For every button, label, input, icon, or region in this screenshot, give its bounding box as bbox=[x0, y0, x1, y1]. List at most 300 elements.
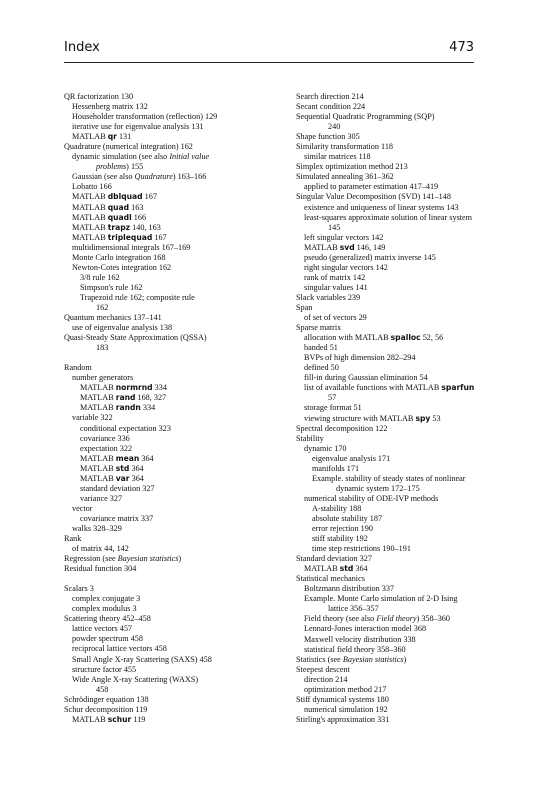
entry-text: MATLAB bbox=[80, 393, 116, 403]
index-entry bbox=[296, 273, 512, 283]
page-header bbox=[64, 40, 474, 66]
entry-text: Statistics (see bbox=[296, 654, 343, 664]
index-entry bbox=[64, 594, 272, 604]
index-entry bbox=[64, 564, 272, 574]
entry-text: dynamic system 172–175 bbox=[336, 483, 420, 493]
index-entry bbox=[64, 373, 272, 383]
entry-text: MATLAB bbox=[72, 202, 108, 212]
index-entry bbox=[296, 665, 512, 675]
index-entry bbox=[296, 223, 512, 233]
matlab-function-name: rand bbox=[115, 393, 136, 403]
index-entry bbox=[296, 293, 512, 303]
entry-text: Rank bbox=[64, 534, 82, 544]
index-entry bbox=[64, 444, 272, 454]
index-entry bbox=[296, 504, 512, 514]
matlab-function-name: spy bbox=[415, 413, 431, 423]
entry-text: complex modulus 3 bbox=[72, 604, 137, 614]
index-entry bbox=[64, 705, 272, 715]
entry-text: variance 327 bbox=[80, 493, 123, 503]
index-entry bbox=[64, 142, 272, 152]
index-entry bbox=[64, 434, 272, 444]
index-entry bbox=[64, 665, 272, 675]
index-entry bbox=[64, 203, 272, 213]
matlab-function-name: mean bbox=[115, 453, 140, 463]
entry-page-refs: 166 bbox=[131, 212, 147, 222]
index-entry bbox=[64, 504, 272, 514]
index-entry bbox=[296, 544, 512, 554]
entry-text: statistical field theory 358–360 bbox=[304, 644, 406, 654]
entry-text: Quasi-Steady State Approximation (QSSA) bbox=[64, 333, 207, 343]
index-entry bbox=[64, 544, 272, 554]
entry-text: Gaussian (see also bbox=[72, 172, 135, 182]
matlab-function-name: quadl bbox=[107, 212, 132, 222]
entry-page-refs: 53 bbox=[430, 413, 441, 423]
entry-text: covariance 336 bbox=[80, 433, 130, 443]
entry-page-refs: ) 358–360 bbox=[416, 614, 450, 624]
entry-text: MATLAB bbox=[72, 132, 108, 142]
entry-text: MATLAB bbox=[80, 383, 116, 393]
entry-text: Stiff dynamical systems 180 bbox=[296, 694, 389, 704]
index-entry bbox=[64, 213, 272, 223]
entry-text: structure factor 455 bbox=[72, 664, 137, 674]
index-entry bbox=[296, 414, 512, 424]
entry-page-refs: 364 bbox=[139, 453, 154, 463]
index-entry bbox=[64, 685, 272, 695]
index-entry bbox=[64, 112, 272, 122]
entry-page-refs: ) 155 bbox=[126, 162, 144, 172]
entry-text: Statistical mechanics bbox=[296, 574, 365, 584]
entry-text: existence and uniqueness of linear systems 143 bbox=[304, 202, 459, 212]
entry-text: rank of matrix 142 bbox=[304, 272, 366, 282]
index-entry bbox=[296, 353, 512, 363]
entry-text: applied to parameter estimation 417–419 bbox=[304, 182, 439, 192]
index-entry bbox=[296, 574, 512, 584]
index-entry bbox=[296, 604, 512, 614]
entry-text: dynamic simulation (see also bbox=[72, 152, 170, 162]
matlab-function-name: schur bbox=[107, 714, 132, 724]
entry-text: list of available functions with MATLAB bbox=[304, 383, 442, 393]
index-entry bbox=[296, 584, 512, 594]
index-entry bbox=[296, 343, 512, 353]
entry-page-refs: 52, 56 bbox=[420, 333, 444, 343]
matlab-function-name: std bbox=[339, 564, 354, 574]
index-entry bbox=[296, 403, 512, 413]
index-entry bbox=[64, 283, 272, 293]
index-entry bbox=[296, 695, 512, 705]
entry-page-refs: 168, 327 bbox=[135, 393, 167, 403]
entry-text: Sequential Quadratic Programming (SQP) bbox=[296, 112, 435, 122]
index-entry bbox=[64, 363, 272, 373]
entry-italic-reference: Bayesian statistics bbox=[117, 554, 179, 564]
entry-page-refs: 146, 149 bbox=[354, 242, 386, 252]
entry-text: manifolds 171 bbox=[312, 463, 360, 473]
index-entry bbox=[64, 424, 272, 434]
entry-text: Stability bbox=[296, 433, 324, 443]
entry-text: 183 bbox=[96, 343, 109, 353]
entry-text: MATLAB bbox=[72, 192, 108, 202]
index-entry bbox=[296, 333, 512, 343]
index-entry bbox=[64, 584, 272, 594]
entry-text: 3/8 rule 162 bbox=[80, 272, 120, 282]
entry-text: Regression (see bbox=[64, 554, 118, 564]
entry-text: banded 51 bbox=[304, 343, 338, 353]
index-entry bbox=[296, 715, 512, 725]
index-entry bbox=[296, 635, 512, 645]
entry-text: pseudo (generalized) matrix inverse 145 bbox=[304, 252, 436, 262]
entry-text: MATLAB bbox=[80, 463, 116, 473]
page-number: 473 bbox=[449, 40, 474, 55]
index-entry bbox=[296, 474, 512, 484]
entry-text: Field theory (see also bbox=[304, 614, 377, 624]
index-entry bbox=[296, 313, 512, 323]
entry-page-refs: 364 bbox=[353, 564, 368, 574]
entry-page-refs: 131 bbox=[116, 132, 132, 142]
index-entry bbox=[64, 484, 272, 494]
index-entry bbox=[296, 102, 512, 112]
entry-text: MATLAB bbox=[72, 212, 108, 222]
entry-italic-reference: problems bbox=[96, 162, 127, 172]
index-entry bbox=[64, 675, 272, 685]
index-entry bbox=[296, 494, 512, 504]
index-entry bbox=[296, 514, 512, 524]
entry-text: stiff stability 192 bbox=[312, 534, 368, 544]
index-entry bbox=[296, 675, 512, 685]
entry-page-refs: ) bbox=[178, 554, 182, 564]
index-entry bbox=[64, 223, 272, 233]
entry-text: dynamic 170 bbox=[304, 443, 347, 453]
entry-text: 57 bbox=[328, 393, 337, 403]
index-entry bbox=[296, 192, 512, 202]
entry-text: Newton-Cotes integration 162 bbox=[72, 262, 172, 272]
entry-page-refs: 364 bbox=[129, 463, 144, 473]
entry-text: of set of vectors 29 bbox=[304, 313, 367, 323]
index-entry bbox=[296, 594, 512, 604]
entry-text: MATLAB bbox=[72, 222, 108, 232]
entry-text: Standard deviation 327 bbox=[296, 554, 372, 564]
entry-text: QR factorization 130 bbox=[64, 92, 134, 101]
entry-text: Random bbox=[64, 363, 92, 373]
entry-text: MATLAB bbox=[80, 453, 116, 463]
entry-text: Monte Carlo integration 168 bbox=[72, 252, 166, 262]
entry-text: Wide Angle X-ray Scattering (WAXS) bbox=[72, 674, 199, 684]
entry-text: standard deviation 327 bbox=[80, 483, 155, 493]
matlab-function-name: dblquad bbox=[107, 192, 143, 202]
entry-text: covariance matrix 337 bbox=[80, 513, 154, 523]
entry-text: Example. Monte Carlo simulation of 2-D Ising bbox=[304, 594, 458, 604]
entry-page-refs: 167 bbox=[142, 192, 157, 202]
index-entry bbox=[296, 705, 512, 715]
entry-text: Maxwell velocity distribution 338 bbox=[304, 634, 416, 644]
entry-text: multidimensional integrals 167–169 bbox=[72, 242, 191, 252]
entry-text: left singular vectors 142 bbox=[304, 232, 384, 242]
entry-text: Slack variables 239 bbox=[296, 292, 361, 302]
entry-text: Scalars 3 bbox=[64, 584, 94, 594]
entry-text: walks 328–329 bbox=[72, 523, 122, 533]
entry-text: Householder transformation (reflection) 129 bbox=[72, 112, 218, 122]
entry-text: Small Angle X-ray Scattering (SAXS) 458 bbox=[72, 654, 212, 664]
entry-text: defined 50 bbox=[304, 363, 339, 373]
index-entry bbox=[296, 152, 512, 162]
entry-text: lattice 356–357 bbox=[328, 604, 379, 614]
entry-text: Quadrature (numerical integration) 162 bbox=[64, 142, 193, 152]
index-entry bbox=[64, 393, 272, 403]
index-entry bbox=[64, 644, 272, 654]
entry-text: Schur decomposition 119 bbox=[64, 704, 148, 714]
entry-page-refs: 163 bbox=[129, 202, 144, 212]
entry-italic-reference: Initial value bbox=[169, 152, 210, 162]
matlab-function-name: var bbox=[115, 473, 130, 483]
matlab-function-name: trapz bbox=[107, 222, 131, 232]
entry-text: complex conjugate 3 bbox=[72, 594, 141, 604]
entry-text: Example. stability of steady states of nonlinear bbox=[312, 473, 466, 483]
entry-italic-reference: Field theory bbox=[376, 614, 417, 624]
index-entry bbox=[64, 474, 272, 484]
page-title: Index bbox=[64, 40, 100, 55]
entry-text: least-squares approximate solution of linear system bbox=[304, 212, 473, 222]
entry-page-refs: ) bbox=[403, 654, 407, 664]
matlab-function-name: spalloc bbox=[390, 333, 421, 343]
index-entry bbox=[296, 614, 512, 624]
entry-text: Spectral decomposition 122 bbox=[296, 423, 388, 433]
index-entry bbox=[64, 695, 272, 705]
index-entry bbox=[64, 614, 272, 624]
entry-page-refs: 167 bbox=[152, 232, 167, 242]
index-entry bbox=[64, 253, 272, 263]
entry-text: use of eigenvalue analysis 138 bbox=[72, 323, 173, 333]
entry-text: Stirling's approximation 331 bbox=[296, 714, 390, 724]
index-entry bbox=[64, 323, 272, 333]
index-entry bbox=[296, 444, 512, 454]
entry-text: 458 bbox=[96, 684, 109, 694]
index-entry bbox=[64, 343, 272, 353]
entry-text: fill-in during Gaussian elimination 54 bbox=[304, 373, 428, 383]
index-entry bbox=[64, 273, 272, 283]
index-entry bbox=[296, 373, 512, 383]
entry-text: Hessenberg matrix 132 bbox=[72, 102, 148, 112]
entry-text: Sparse matrix bbox=[296, 323, 342, 333]
matlab-function-name: sparfun bbox=[441, 383, 475, 393]
index-entry bbox=[296, 554, 512, 564]
index-entry bbox=[64, 534, 272, 544]
entry-text: Span bbox=[296, 302, 313, 312]
index-entry bbox=[296, 213, 512, 223]
index-entry bbox=[64, 383, 272, 393]
entry-text: Search direction 214 bbox=[296, 92, 364, 101]
index-entry bbox=[64, 162, 272, 172]
index-entry bbox=[64, 624, 272, 634]
index-entry bbox=[296, 323, 512, 333]
index-entry bbox=[296, 303, 512, 313]
entry-text: viewing structure with MATLAB bbox=[304, 413, 416, 423]
index-entry bbox=[64, 182, 272, 192]
entry-page-refs: 364 bbox=[129, 473, 144, 483]
index-entry bbox=[64, 464, 272, 474]
entry-text: MATLAB bbox=[72, 232, 108, 242]
header-rule bbox=[64, 62, 474, 63]
entry-text: eigenvalue analysis 171 bbox=[312, 453, 391, 463]
entry-text: powder spectrum 458 bbox=[72, 634, 143, 644]
index-entry bbox=[296, 393, 512, 403]
entry-text: direction 214 bbox=[304, 674, 348, 684]
index-entry bbox=[296, 685, 512, 695]
index-entry bbox=[296, 454, 512, 464]
index-entry bbox=[64, 263, 272, 273]
entry-text: MATLAB bbox=[80, 403, 116, 413]
matlab-function-name: normrnd bbox=[115, 383, 153, 393]
entry-text: MATLAB bbox=[304, 564, 340, 574]
index-entry bbox=[296, 484, 512, 494]
index-entry bbox=[296, 233, 512, 243]
entry-text: absolute stability 187 bbox=[312, 513, 383, 523]
index-entry bbox=[296, 203, 512, 213]
index-entry bbox=[296, 112, 512, 122]
index-entry bbox=[64, 413, 272, 423]
index-entry bbox=[64, 122, 272, 132]
index-entry bbox=[296, 624, 512, 634]
index-entry bbox=[64, 233, 272, 243]
index-entry bbox=[64, 454, 272, 464]
index-column-left bbox=[64, 92, 272, 725]
entry-text: singular values 141 bbox=[304, 282, 368, 292]
entry-text: Scattering theory 452–458 bbox=[64, 614, 151, 624]
index-entry bbox=[64, 152, 272, 162]
entry-text: reciprocal lattice vectors 458 bbox=[72, 644, 167, 654]
index-entry bbox=[64, 102, 272, 112]
entry-text: Simpson's rule 162 bbox=[80, 282, 143, 292]
entry-text: BVPs of high dimension 282–294 bbox=[304, 353, 416, 363]
entry-italic-reference: Quadrature bbox=[134, 172, 173, 182]
matlab-function-name: randn bbox=[115, 403, 141, 413]
entry-text: lattice vectors 457 bbox=[72, 624, 133, 634]
index-entry bbox=[64, 524, 272, 534]
entry-text: expectation 322 bbox=[80, 443, 133, 453]
entry-text: 240 bbox=[328, 122, 341, 132]
index-entry bbox=[296, 534, 512, 544]
entry-text: Simulated annealing 361–362 bbox=[296, 172, 394, 182]
index-entry bbox=[64, 92, 272, 102]
index-entry bbox=[296, 182, 512, 192]
entry-text: Similarity transformation 118 bbox=[296, 142, 394, 152]
index-entry bbox=[64, 172, 272, 182]
entry-text: Steepest descent bbox=[296, 664, 350, 674]
entry-text: allocation with MATLAB bbox=[304, 333, 391, 343]
index-entry bbox=[64, 634, 272, 644]
entry-text: similar matrices 118 bbox=[304, 152, 371, 162]
entry-text: Lobatto 166 bbox=[72, 182, 112, 192]
entry-text: variable 322 bbox=[72, 413, 113, 423]
entry-text: Lennard-Jones interaction model 368 bbox=[304, 624, 427, 634]
entry-page-refs: 119 bbox=[131, 714, 146, 724]
entry-text: error rejection 190 bbox=[312, 524, 373, 534]
entry-text: Singular Value Decomposition (SVD) 141–148 bbox=[296, 192, 451, 202]
index-entry bbox=[64, 303, 272, 313]
index-entry bbox=[296, 383, 512, 393]
entry-text: conditional expectation 323 bbox=[80, 423, 171, 433]
index-entry bbox=[296, 92, 512, 102]
index-entry bbox=[64, 403, 272, 413]
index-entry bbox=[296, 464, 512, 474]
matlab-function-name: qr bbox=[107, 132, 117, 142]
index-entry bbox=[296, 283, 512, 293]
entry-text: A-stability 188 bbox=[312, 503, 362, 513]
entry-text: Trapezoid rule 162; composite rule bbox=[80, 292, 195, 302]
entry-page-refs: 334 bbox=[152, 383, 167, 393]
entry-italic-reference: Bayesian statistics bbox=[342, 654, 404, 664]
index-entry bbox=[64, 243, 272, 253]
entry-text: time step restrictions 190–191 bbox=[312, 544, 411, 554]
matlab-function-name: triplequad bbox=[107, 232, 153, 242]
index-entry bbox=[296, 142, 512, 152]
entry-text: storage format 51 bbox=[304, 403, 362, 413]
index-entry bbox=[296, 263, 512, 273]
index-entry bbox=[296, 122, 512, 132]
index-entry bbox=[64, 554, 272, 564]
entry-text: Residual function 304 bbox=[64, 564, 137, 574]
index-entry bbox=[64, 715, 272, 725]
entry-text: of matrix 44, 142 bbox=[72, 544, 129, 554]
entry-text: 162 bbox=[96, 302, 109, 312]
index-entry bbox=[64, 192, 272, 202]
index-entry bbox=[296, 434, 512, 444]
index-entry bbox=[296, 645, 512, 655]
entry-page-refs: 140, 163 bbox=[130, 222, 161, 232]
index-entry bbox=[64, 293, 272, 303]
entry-text: numerical simulation 192 bbox=[304, 704, 388, 714]
entry-text: right singular vectors 142 bbox=[304, 262, 388, 272]
index-entry bbox=[64, 494, 272, 504]
entry-text: optimization method 217 bbox=[304, 684, 387, 694]
matlab-function-name: svd bbox=[339, 242, 355, 252]
index-entry bbox=[296, 243, 512, 253]
entry-page-refs: 334 bbox=[140, 403, 156, 413]
entry-text: Quantum mechanics 137–141 bbox=[64, 313, 162, 323]
entry-text: MATLAB bbox=[304, 242, 340, 252]
index-entry bbox=[296, 162, 512, 172]
entry-text: Secant condition 224 bbox=[296, 102, 366, 112]
index-entry bbox=[64, 333, 272, 343]
index-entry bbox=[64, 313, 272, 323]
entry-text: MATLAB bbox=[80, 473, 116, 483]
index-entry bbox=[296, 132, 512, 142]
index-entry bbox=[64, 514, 272, 524]
entry-text: vector bbox=[72, 503, 93, 513]
index-entry bbox=[296, 564, 512, 574]
index-entry bbox=[296, 172, 512, 182]
entry-text: numerical stability of ODE-IVP methods bbox=[304, 493, 439, 503]
entry-text: number generators bbox=[72, 373, 134, 383]
index-entry bbox=[296, 524, 512, 534]
index-entry bbox=[64, 604, 272, 614]
entry-text: 145 bbox=[328, 222, 341, 232]
index-entry bbox=[296, 424, 512, 434]
index-entry bbox=[296, 655, 512, 665]
entry-text: Simplex optimization method 213 bbox=[296, 162, 408, 172]
entry-text: Shape function 305 bbox=[296, 132, 360, 142]
index-entry bbox=[296, 253, 512, 263]
index-entry bbox=[296, 363, 512, 373]
index-entry bbox=[64, 655, 272, 665]
index-column-right bbox=[296, 92, 512, 725]
entry-text: Boltzmann distribution 337 bbox=[304, 584, 395, 594]
entry-gap bbox=[64, 574, 272, 584]
entry-text: Schrödinger equation 138 bbox=[64, 694, 149, 704]
index-entry bbox=[64, 132, 272, 142]
entry-page-refs: ) 163–166 bbox=[172, 172, 207, 182]
entry-gap bbox=[64, 353, 272, 363]
entry-text: MATLAB bbox=[72, 714, 108, 724]
entry-text: iterative use for eigenvalue analysis 131 bbox=[72, 122, 204, 132]
matlab-function-name: quad bbox=[107, 202, 130, 212]
